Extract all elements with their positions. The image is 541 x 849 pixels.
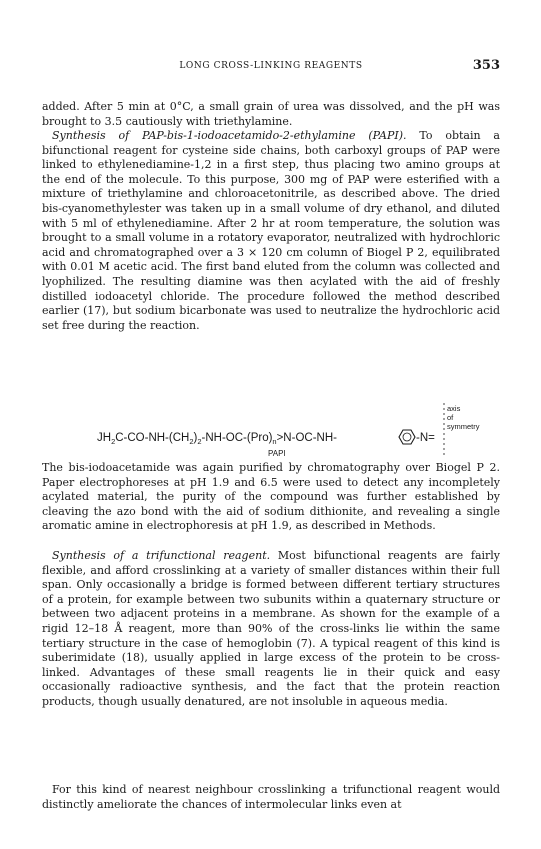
section-heading-papi: Synthesis of PAP-bis-1-iodoacetamido-2-ethylamine (PAPI). [52,129,407,142]
compound-label: PAPI [268,449,286,457]
formula-subscript-1: 2 [111,437,116,446]
formula-subscript-2: 2 [189,437,194,446]
formula-azo-end: -N= [416,432,435,444]
benzene-ring-icon [399,430,415,444]
axis-label-line-1: axis [447,404,461,413]
formula-text [97,432,337,446]
running-head [42,58,500,80]
formula-segment-2: C-CO-NH-(CH [115,432,190,444]
formula-segment-4: -NH-OC-(Pro) [201,432,273,444]
formula-subscript-4: n [272,437,277,446]
axis-label-line-3: symmetry [447,422,480,431]
section-heading-trifunctional: Synthesis of a trifunctional reagent. [52,549,271,562]
paragraph-1: added. After 5 min at 0°C, a small grain of urea was dissolved, and the pH was brought to 3.5 cautiously with triethylamine. [42,100,500,128]
paragraph-nearest-neighbour: For this kind of nearest neighbour crosslinking a trifunctional reagent would distinctly ameliorate the chances of intermolecular links even at [42,783,500,811]
papi-structural-formula [42,397,500,457]
formula-segment-1: JH [97,432,112,444]
paragraph-papi-text: To obtain a bifunctional reagent for cysteine side chains, both carboxyl groups of PAP were linked to ethylenediamine-1,2 in a first step, thus placing two amino groups at the end of the molecule. To this purpose, 300 mg of PAP were esterified with a mixture of triethylamine and chloroacetonitrile, as described above. The dried bis-cyanomethylester was taken up in a small volume of dry ethanol, and diluted with 5 ml of ethylenediamine. After 2 hr at room temperature, the solution was brought to a small volume in a rotatory evaporator, neutralized with hydrochloric acid and chromatographed over a 3 × 120 cm column of Biogel P 2, equilibrated with 0.01 M acetic acid. The first band eluted from the column was collected and lyophilized. The resulting diamine was then acylated with the aid of freshly distilled iodoacetyl chloride. The procedure followed the method described earlier (17), but sodium bicarbonate was used to neutralize the hydrochloric acid set free during the reaction. [42,129,500,332]
formula-segment-3: ) [193,432,198,444]
formula-subscript-3: 2 [197,437,202,446]
paragraph-trifunctional-text: Most bifunctional reagents are fairly flexible, and afford crosslinking at a variety of smaller distances within their full span. Only occasionally a bridge is formed between different tertiary structures of a protein, for example between two subunits within a quaternary structure or between two adjacent proteins in a membrane. As shown for the example of a rigid 12–18 Å reagent, more than 90% of the cross-links lie within the same tertiary structure in the case of hemoglobin (7). A typical reagent of this kind is suberimidate (18), usually applied in large excess of the protein to be cross-linked. Advantages of these small reagents lie in their quick and easy occasionally radioactive synthesis, and the fact that the protein reaction products, though usually denatured, are not insoluble in aqueous media. [42,549,501,708]
paragraph-purification: The bis-iodoacetamide was again purified by chromatography over Biogel P 2. Paper electrophoreses at pH 1.9 and 6.5 were used to detect any incompletely acylated material, the purity of the compound was further established by cleaving the azo bond with the aid of sodium dithionite, and revealing a single aromatic amine in electrophoresis at pH 1.9, as described in Methods. [42,461,500,533]
formula-segment-5: >N-OC-NH- [276,432,337,444]
axis-label-line-2: of [447,413,454,422]
paragraph-trifunctional [42,549,500,710]
page-number: 353 [472,58,500,73]
running-title: LONG CROSS-LINKING REAGENTS [179,61,363,71]
paragraph-papi-synthesis [42,129,500,333]
